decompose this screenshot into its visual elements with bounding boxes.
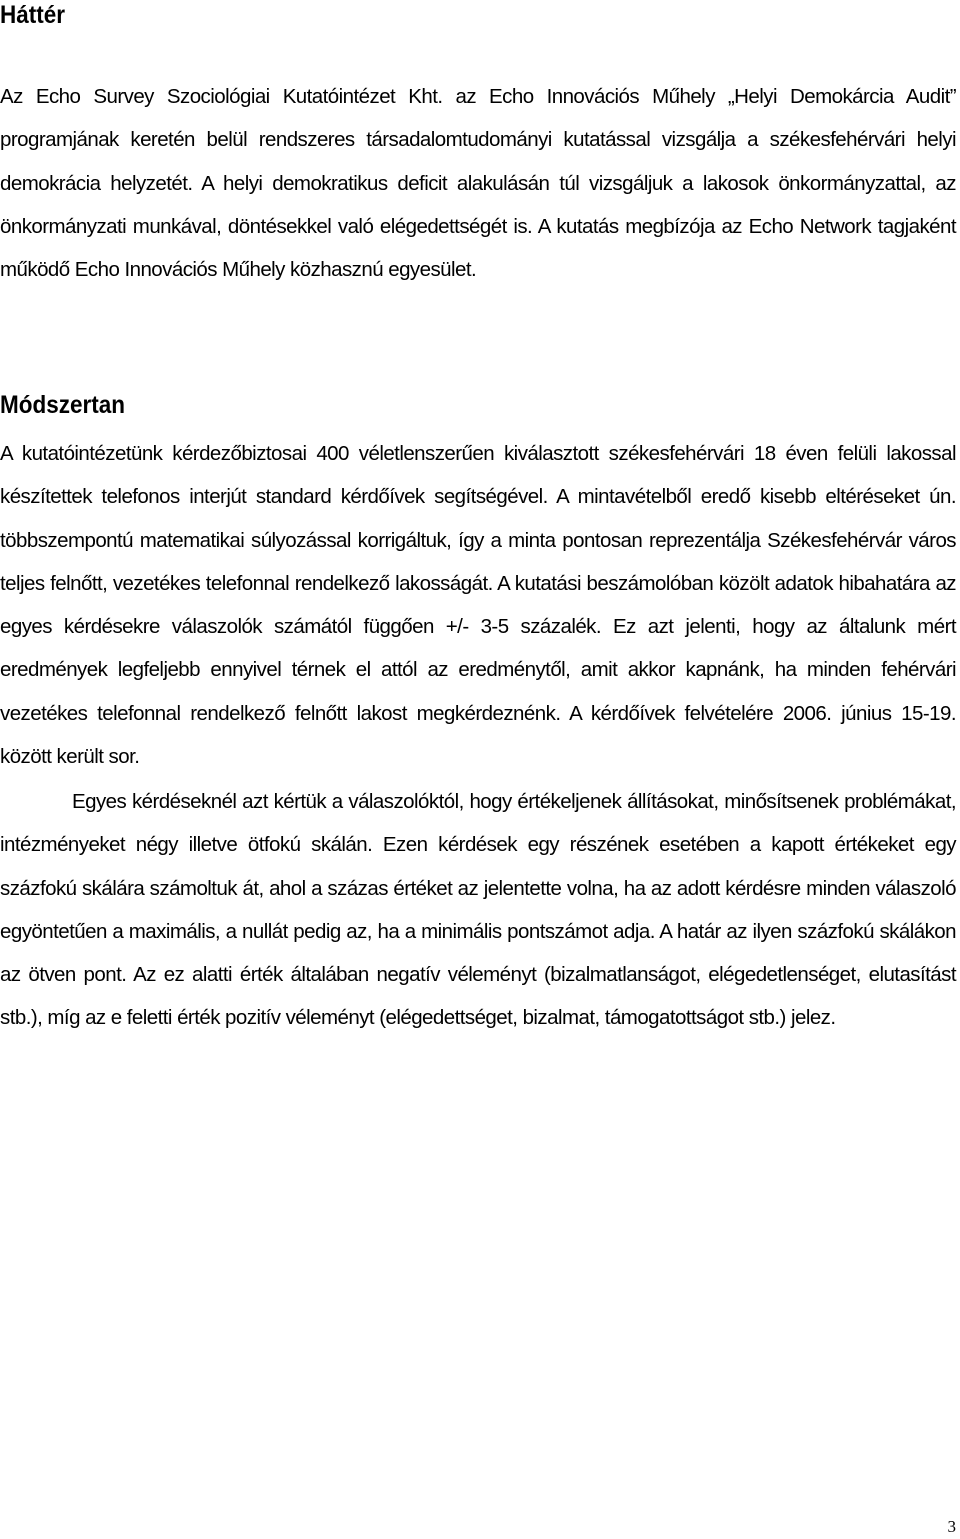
section-heading-modszertan: Módszertan — [0, 391, 126, 419]
page-number: 3 — [947, 1517, 956, 1536]
paragraph-background: Az Echo Survey Szociológiai Kutatóintézet Kht. az Echo Innovációs Műhely „Helyi Demokárcia Audit” programjának keretén belül rendszeres társadalomtudományi kutatással vizsgálja a székesfehérvári helyi demokrácia helyzetét. A helyi demokratikus deficit alakulásán túl vizsgáljuk a lakosok önkormányzattal, az önkormányzati munkával, döntésekkel való elégedettségét is. A kutatás megbízója az Echo Network tagjaként működő Echo Innovációs Műhely közhasznú egyesület. — [0, 85, 956, 282]
section-heading-hatter: Háttér — [0, 1, 66, 29]
paragraph-scales: Egyes kérdéseknél azt kértük a válaszolóktól, hogy értékeljenek állításokat, minősítsenek problémákat, intézményeket négy illetve ötfokú skálán. Ezen kérdések egy részének esetében a kapott értékeket egy százfokú skálára számoltuk át, ahol a százas értéket az jelentette volna, ha az adott kérdésre minden válaszoló egyöntetűen a maximális, a nullát pedig az, ha a minimális pontszámot adja. A határ az ilyen százfokú skálákon az ötven pont. Az ez alatti érték általában negatív véleményt (bizalmatlanságot, elégedetlenséget, elutasítást stb.), míg az e feletti érték pozitív véleményt (elégedettséget, bizalmat, támogatottságot stb.) jelez. — [0, 790, 956, 1030]
paragraph-methodology: A kutatóintézetünk kérdezőbiztosai 400 véletlenszerűen kiválasztott székesfehérvári 18 éven felüli lakossal készítettek telefonos interjút standard kérdőívek segítségével. A mintavételből eredő kisebb eltéréseket ún. többszempontú matematikai súlyozással korrigáltuk, így a minta pontosan reprezentálja Székesfehérvár város teljes felnőtt, vezetékes telefonnal rendelkező lakosságát. A kutatási beszámolóban közölt adatok hibahatára az egyes kérdésekre válaszolók számától függően +/- 3-5 százalék. Ez azt jelenti, hogy az általunk mért eredmények legfeljebb ennyivel térnek el attól az eredménytől, amit akkor kapnánk, ha minden fehérvári vezetékes telefonnal rendelkező felnőtt lakost megkérdeznénk. A kérdőívek felvételére 2006. június 15-19. között került sor. — [0, 442, 956, 769]
